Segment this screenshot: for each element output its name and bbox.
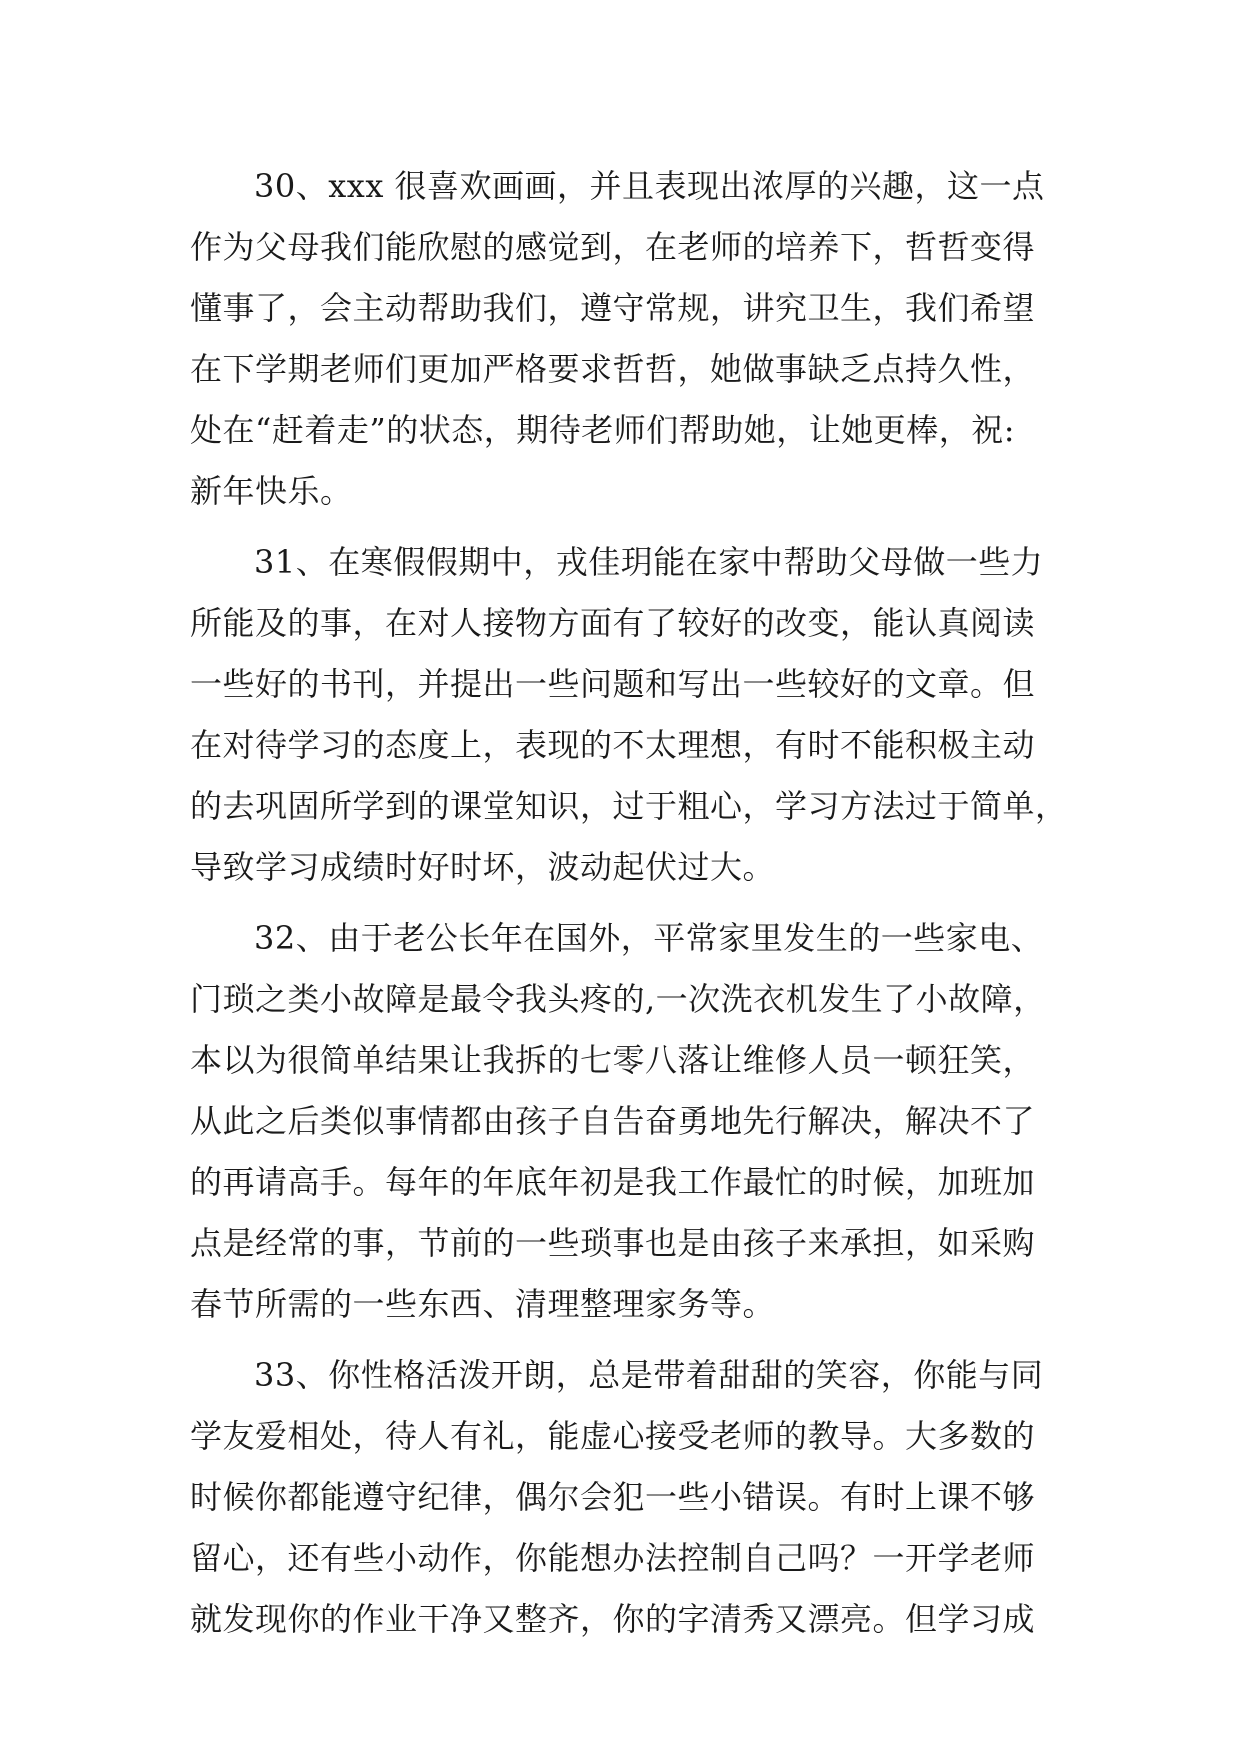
text-line: 一些好的书刊，并提出一些问题和写出一些较好的文章。但	[190, 665, 1036, 703]
text-line: 所能及的事，在对人接物方面有了较好的改变，能认真阅读	[190, 604, 1036, 642]
text-line: 的再请高手。每年的年底年初是我工作最忙的时候，加班加	[190, 1163, 1036, 1201]
text-line: 31、在寒假假期中，戎佳玥能在家中帮助父母做一些力	[254, 543, 1044, 581]
text-line: 的去巩固所学到的课堂知识，过于粗心，学习方法过于简单，	[190, 787, 1068, 825]
text-line: 点是经常的事，节前的一些琐事也是由孩子来承担，如采购	[190, 1224, 1036, 1262]
text-line: 学友爱相处，待人有礼，能虚心接受老师的教导。大多数的	[190, 1417, 1036, 1455]
text-line: 32、由于老公长年在国外，平常家里发生的一些家电、	[254, 919, 1044, 957]
text-line: 本以为很简单结果让我拆的七零八落让维修人员一顿狂笑，	[190, 1041, 1036, 1079]
text-line: 30、xxx 很喜欢画画，并且表现出浓厚的兴趣，这一点	[254, 167, 1045, 205]
text-line: 春节所需的一些东西、清理整理家务等。	[190, 1285, 776, 1323]
document-body	[190, 156, 1070, 1660]
paragraph-31	[190, 532, 1070, 898]
text-line: 作为父母我们能欣慰的感觉到，在老师的培养下，哲哲变得	[190, 228, 1036, 266]
text-line: 留心，还有些小动作，你能想办法控制自己吗？一开学老师	[190, 1539, 1036, 1577]
text-line: 33、你性格活泼开朗，总是带着甜甜的笑容，你能与同	[254, 1356, 1044, 1394]
text-line: 时候你都能遵守纪律，偶尔会犯一些小错误。有时上课不够	[190, 1478, 1036, 1516]
text-line: 导致学习成绩时好时坏，波动起伏过大。	[190, 848, 776, 886]
paragraph-33	[190, 1345, 1070, 1650]
paragraph-32	[190, 908, 1070, 1335]
text-line: 在下学期老师们更加严格要求哲哲，她做事缺乏点持久性，	[190, 350, 1036, 388]
text-line: 处在“赶着走”的状态，期待老师们帮助她，让她更棒，祝:	[190, 411, 1016, 449]
paragraph-30	[190, 156, 1070, 522]
text-line: 就发现你的作业干净又整齐，你的字清秀又漂亮。但学习成	[190, 1600, 1036, 1638]
text-line: 懂事了，会主动帮助我们，遵守常规，讲究卫生，我们希望	[190, 289, 1036, 327]
text-line: 门琐之类小故障是最令我头疼的,一次洗衣机发生了小故障，	[190, 980, 1046, 1018]
text-line: 在对待学习的态度上，表现的不太理想，有时不能积极主动	[190, 726, 1036, 764]
text-line: 新年快乐。	[190, 472, 353, 510]
text-line: 从此之后类似事情都由孩子自告奋勇地先行解决，解决不了	[190, 1102, 1036, 1140]
